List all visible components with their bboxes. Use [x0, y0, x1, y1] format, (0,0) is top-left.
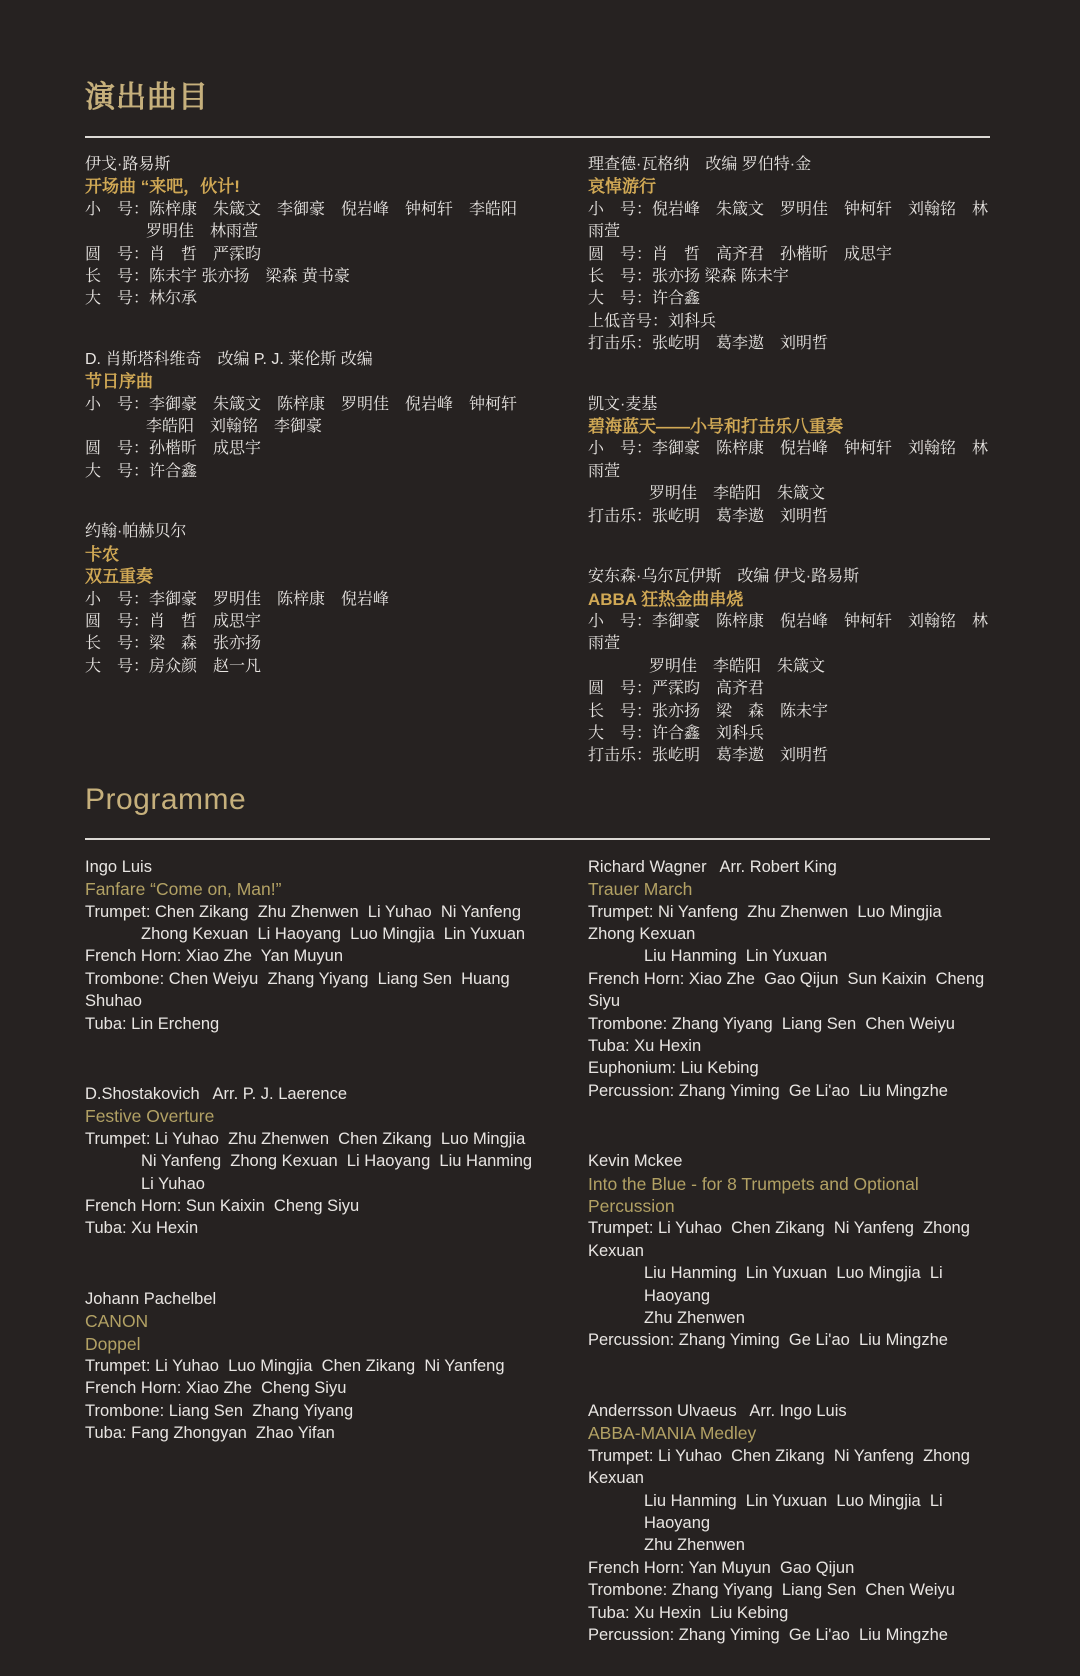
part-line: [588, 611, 990, 656]
part-continuation-line: Zhu Zhenwen: [644, 1309, 745, 1328]
part-line: [85, 633, 555, 655]
part-line: [588, 333, 990, 355]
part-line: [588, 1579, 990, 1601]
part-line: [85, 945, 555, 967]
part-label: 打击乐：: [588, 747, 653, 765]
composer-line: Kevin Mckee: [588, 1152, 683, 1171]
part-label: Euphonium:: [588, 1059, 681, 1078]
piece-title: 哀悼游行: [588, 177, 656, 197]
part-line: [85, 1217, 555, 1239]
part-names: Xu Hexin: [131, 1219, 199, 1238]
part-names: Zhang Yiyang Liang Sen Chen Weiyu: [671, 1581, 955, 1600]
part-line: [85, 1400, 555, 1422]
part-continuation-line: Liu Hanming Lin Yuxuan Luo Mingjia Li Haoyang: [644, 1264, 948, 1305]
part-names: 陈梓康 朱箴文 李御豪 倪岩峰 钟柯轩 李皓阳: [149, 200, 518, 218]
part-line: [588, 1329, 990, 1351]
part-label: 大 号：: [588, 290, 653, 308]
part-label: 圆 号：: [85, 440, 150, 458]
part-line: [85, 288, 555, 310]
part-line: [588, 1624, 990, 1646]
composer-line: Richard Wagner Arr. Robert King: [588, 857, 837, 876]
part-line: [588, 199, 990, 244]
composer-line: Ingo Luis: [85, 857, 152, 876]
composer-line: 理查德·瓦格纳 改编 罗伯特·金: [588, 156, 812, 173]
part-line: [588, 968, 990, 1013]
composer-line: D. 肖斯塔科维奇 改编 P. J. 莱伦斯 改编: [85, 350, 373, 368]
part-line: [85, 968, 555, 1013]
part-names: 倪岩峰 朱箴文 罗明佳 钟柯轩 刘翰铭 林雨萱: [588, 200, 989, 241]
part-label: 圆 号：: [588, 680, 653, 698]
part-line: [588, 1080, 990, 1102]
programme-piece: [588, 1400, 990, 1646]
programme-piece: [588, 566, 990, 768]
part-names: 许合鑫: [652, 290, 701, 308]
programme-piece: [588, 1150, 990, 1352]
programme-piece: [85, 856, 555, 1035]
part-line: [85, 1013, 555, 1035]
part-label: Percussion:: [588, 1081, 679, 1100]
part-line: [588, 1057, 990, 1079]
part-line: [588, 506, 990, 528]
programme-column: [85, 856, 555, 1445]
part-names: 陈未宇 张亦扬 梁森 黄书豪: [149, 268, 350, 286]
part-label: 上低音号：: [588, 312, 669, 330]
part-continuation-line: 罗明佳 李皓阳 朱箴文: [649, 657, 826, 675]
piece-title: ABBA-MANIA Medley: [588, 1423, 757, 1444]
part-label: 长 号：: [588, 702, 653, 720]
piece-title: 双五重奏: [85, 567, 153, 587]
part-line: [588, 901, 990, 946]
part-names: 李御豪 朱箴文 陈梓康 罗明佳 倪岩峰 钟柯轩: [149, 395, 518, 413]
part-label: 大 号：: [588, 724, 653, 742]
part-line: [588, 438, 990, 483]
part-line: [85, 1422, 555, 1444]
piece-title: Trauer March: [588, 879, 693, 900]
programme-piece: [85, 1083, 555, 1240]
part-names: 许合鑫: [149, 462, 198, 480]
part-names: Xu Hexin Liu Kebing: [634, 1603, 789, 1622]
part-label: French Horn:: [85, 1379, 186, 1398]
part-label: 大 号：: [85, 290, 150, 308]
chinese-programme-grid: [85, 154, 990, 768]
part-label: 长 号：: [85, 635, 150, 653]
part-label: Percussion:: [588, 1625, 679, 1644]
part-names: Sun Kaixin Cheng Siyu: [185, 1197, 360, 1216]
part-line: [85, 1355, 555, 1377]
programme-piece: [85, 349, 555, 483]
piece-title: CANON: [85, 1311, 149, 1332]
part-line: [588, 1013, 990, 1035]
part-label: Trombone:: [588, 1581, 672, 1600]
part-label: French Horn:: [588, 969, 689, 988]
part-line: [588, 1217, 990, 1262]
part-label: 大 号：: [85, 657, 150, 675]
piece-title: 节日序曲: [85, 372, 153, 392]
part-label: Tuba:: [85, 1424, 132, 1443]
part-label: 小 号：: [85, 590, 150, 608]
part-names: 梁 森 张亦扬: [149, 635, 262, 653]
composer-line: Johann Pachelbel: [85, 1289, 217, 1308]
chinese-section-title: 演出曲目: [85, 81, 209, 114]
programme-column: [588, 154, 990, 768]
part-names: Ni Yanfeng Zhu Zhenwen Luo Mingjia Zhong Kexuan: [588, 902, 951, 943]
part-names: Chen Weiyu Zhang Yiyang Liang Sen Huang Shuhao: [85, 969, 515, 1011]
part-line: [85, 656, 555, 678]
part-line: [588, 1557, 990, 1579]
part-label: Trombone:: [85, 969, 169, 988]
part-names: Li Yuhao Chen Zikang Ni Yanfeng Zhong Kexuan: [588, 1446, 975, 1488]
programme-piece: [588, 856, 990, 1102]
part-label: Trumpet:: [588, 902, 658, 921]
part-names: 肖 哲 高齐君 孙楷昕 成思宇: [652, 245, 893, 263]
part-names: 张屹明 葛李遨 刘明哲: [652, 507, 829, 525]
part-label: French Horn:: [85, 1197, 186, 1216]
part-label: 打击乐：: [588, 335, 653, 353]
part-names: 林尔承: [149, 290, 198, 308]
part-line: [588, 1602, 990, 1624]
composer-line: D.Shostakovich Arr. P. J. Laerence: [85, 1085, 348, 1103]
part-names: Chen Zikang Zhu Zhenwen Li Yuhao Ni Yanfeng: [155, 902, 521, 921]
part-names: 李御豪 陈梓康 倪岩峰 钟柯轩 刘翰铭 林雨萱: [588, 440, 989, 480]
part-names: Zhang Yiming Ge Li'ao Liu Mingzhe: [678, 1081, 948, 1100]
part-continuation-line: Liu Hanming Lin Yuxuan Luo Mingjia Li Haoyang: [644, 1491, 948, 1532]
part-line: [588, 745, 990, 767]
part-line: [588, 701, 990, 723]
part-label: 小 号：: [85, 200, 150, 218]
part-label: Tuba:: [85, 1219, 132, 1238]
part-label: 小 号：: [85, 395, 150, 413]
english-section-title: Programme: [85, 782, 247, 816]
part-label: French Horn:: [85, 947, 186, 966]
part-line: [588, 266, 990, 288]
part-line: [588, 1035, 990, 1057]
part-names: Zhang Yiming Ge Li'ao Liu Mingzhe: [678, 1331, 948, 1350]
part-label: 长 号：: [588, 268, 653, 286]
part-names: 肖 哲 成思宇: [149, 612, 262, 630]
piece-title: Festive Overture: [85, 1106, 215, 1127]
programme-piece: [588, 154, 990, 356]
part-continuation-line: Li Yuhao: [141, 1174, 205, 1193]
part-continuation-line: Zhu Zhenwen: [644, 1536, 745, 1555]
programme-piece: [85, 521, 555, 678]
piece-title: Fanfare “Come on, Man!”: [85, 879, 282, 900]
part-label: 大 号：: [85, 462, 150, 480]
programme-piece: [588, 394, 990, 528]
part-names: 刘科兵: [668, 312, 717, 330]
part-names: 孙楷昕 成思宇: [149, 440, 262, 458]
part-label: 小 号：: [588, 440, 653, 458]
composer-line: Anderrsson Ulvaeus Arr. Ingo Luis: [588, 1401, 847, 1420]
part-label: 小 号：: [588, 612, 653, 630]
part-line: [85, 199, 555, 221]
part-label: Percussion:: [588, 1331, 679, 1350]
part-line: [588, 244, 990, 266]
piece-title: 碧海蓝天——小号和打击乐八重奏: [588, 417, 843, 437]
part-label: Tuba:: [85, 1014, 132, 1033]
part-line: [85, 901, 555, 923]
chinese-programme-section: [85, 80, 990, 768]
part-continuation-line: 李皓阳 刘翰铭 李御豪: [146, 418, 323, 436]
part-names: Zhang Yiming Ge Li'ao Liu Mingzhe: [678, 1625, 948, 1644]
part-names: Xiao Zhe Yan Muyun: [185, 947, 344, 966]
part-line: [85, 244, 555, 266]
composer-line: 凯文·麦基: [588, 395, 658, 413]
part-names: Lin Ercheng: [131, 1014, 220, 1033]
section-divider-line: [85, 136, 990, 138]
section-divider-line: [85, 838, 990, 840]
part-names: 张屹明 葛李遨 刘明哲: [652, 747, 829, 765]
part-line: [588, 311, 990, 333]
piece-title: 开场曲 “来吧，伙计!: [85, 177, 240, 197]
part-line: [588, 723, 990, 745]
part-names: Xiao Zhe Cheng Siyu: [185, 1379, 347, 1398]
part-continuation-line: 罗明佳 林雨萱: [146, 223, 259, 241]
part-continuation-line: 罗明佳 李皓阳 朱箴文: [649, 485, 826, 503]
programme-piece: [85, 1288, 555, 1445]
part-line: [588, 678, 990, 700]
part-names: Liu Kebing: [680, 1059, 759, 1078]
part-names: 许合鑫 刘科兵: [652, 724, 765, 742]
part-label: Trumpet:: [85, 1357, 155, 1376]
part-line: [85, 611, 555, 633]
part-label: 圆 号：: [85, 245, 150, 263]
piece-title: ABBA 狂热金曲串烧: [588, 589, 744, 609]
programme-piece: [85, 154, 555, 311]
part-line: [85, 461, 555, 483]
part-line: [85, 1377, 555, 1399]
composer-line: 伊戈·路易斯: [85, 156, 171, 173]
part-label: Tuba:: [588, 1037, 635, 1055]
part-label: Trumpet:: [588, 1219, 658, 1238]
piece-title: Into the Blue - for 8 Trumpets and Optional Percussion: [588, 1173, 924, 1217]
part-label: 圆 号：: [85, 612, 150, 630]
part-line: [85, 266, 555, 288]
part-line: [85, 438, 555, 460]
part-label: Trumpet:: [85, 902, 155, 921]
part-label: Trumpet:: [588, 1446, 658, 1465]
composer-line: 约翰·帕赫贝尔: [85, 523, 187, 541]
part-names: Yan Muyun Gao Qijun: [688, 1558, 855, 1577]
part-names: 严霂昀 高齐君: [652, 680, 765, 698]
part-line: [85, 589, 555, 611]
piece-title: 卡农: [85, 544, 119, 564]
part-label: Trombone:: [588, 1014, 672, 1033]
part-label: 小 号：: [588, 200, 653, 218]
part-line: [588, 1445, 990, 1490]
part-names: 张亦扬 梁 森 陈未宇: [652, 702, 829, 720]
part-names: 李御豪 陈梓康 倪岩峰 钟柯轩 刘翰铭 林雨萱: [588, 612, 989, 653]
part-names: 张亦扬 梁森 陈未宇: [652, 268, 789, 286]
part-line: [85, 1195, 555, 1217]
part-label: 长 号：: [85, 268, 150, 286]
part-names: Xu Hexin: [634, 1037, 702, 1055]
part-names: Li Yuhao Luo Mingjia Chen Zikang Ni Yanfeng: [155, 1357, 505, 1376]
part-names: Xiao Zhe Gao Qijun Sun Kaixin Cheng Siyu: [588, 969, 989, 1011]
english-programme-section: [85, 782, 990, 1647]
part-continuation-line: Liu Hanming Lin Yuxuan: [644, 947, 828, 966]
part-label: Trumpet:: [85, 1129, 155, 1148]
part-line: [85, 1128, 555, 1150]
part-continuation-line: Ni Yanfeng Zhong Kexuan Li Haoyang Liu Hanming: [141, 1152, 533, 1171]
part-names: Li Yuhao Zhu Zhenwen Chen Zikang Luo Mingjia: [155, 1129, 526, 1148]
piece-title: Doppel: [85, 1333, 141, 1354]
part-line: [588, 288, 990, 310]
part-label: French Horn:: [588, 1558, 689, 1577]
part-names: Li Yuhao Chen Zikang Ni Yanfeng Zhong Kexuan: [588, 1219, 975, 1260]
part-names: Liang Sen Zhang Yiyang: [168, 1401, 354, 1420]
part-names: 张屹明 葛李遨 刘明哲: [652, 335, 829, 353]
part-names: 房众颜 赵一凡: [149, 657, 262, 675]
part-names: 李御豪 罗明佳 陈梓康 倪岩峰: [149, 590, 390, 608]
part-line: [85, 394, 555, 416]
part-names: 肖 哲 严霂昀: [149, 245, 262, 263]
part-names: Zhang Yiyang Liang Sen Chen Weiyu: [671, 1014, 955, 1033]
part-label: Tuba:: [588, 1603, 635, 1622]
part-continuation-line: Zhong Kexuan Li Haoyang Luo Mingjia Lin Yuxuan: [141, 924, 526, 943]
part-label: 打击乐：: [588, 507, 653, 525]
part-names: Fang Zhongyan Zhao Yifan: [131, 1424, 335, 1443]
composer-line: 安东森·乌尔瓦伊斯 改编 伊戈·路易斯: [588, 568, 860, 586]
programme-column: [85, 154, 555, 678]
part-label: 圆 号：: [588, 245, 653, 263]
part-label: Trombone:: [85, 1401, 169, 1420]
